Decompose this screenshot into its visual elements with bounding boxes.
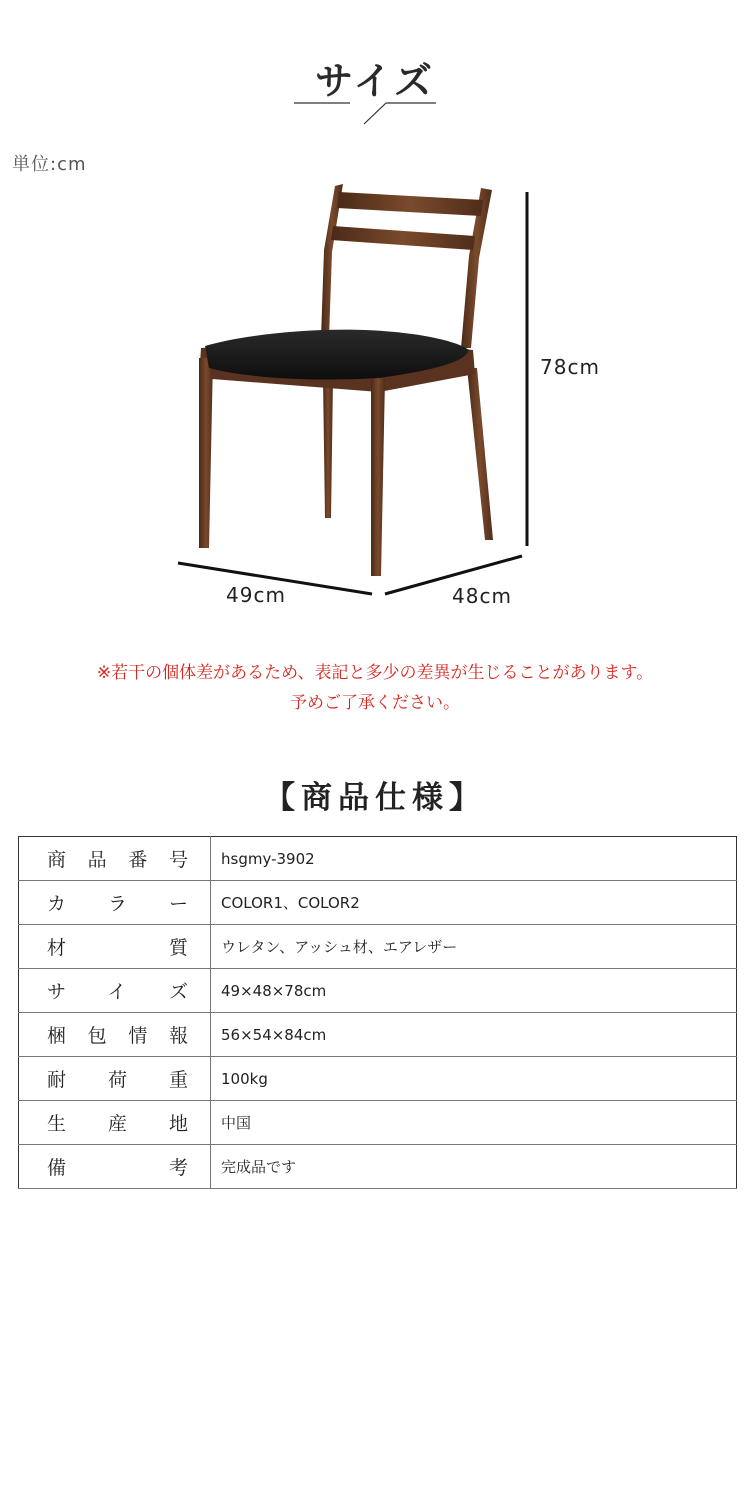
spec-value: 完成品です <box>211 1145 737 1189</box>
table-row <box>19 969 737 1013</box>
spec-value: hsgmy-3902 <box>211 837 737 881</box>
spec-value: COLOR1、COLOR2 <box>211 881 737 925</box>
spec-value: 56×54×84cm <box>211 1013 737 1057</box>
notice-line-1: ※若干の個体差があるため、表記と多少の差異が生じることがあります。 <box>96 663 654 683</box>
spec-label: 備考 <box>19 1145 211 1189</box>
depth-dimension: 48cm <box>452 584 512 608</box>
spec-table <box>18 836 737 1189</box>
spec-value: 中国 <box>211 1101 737 1145</box>
spec-label: 梱包情報 <box>19 1013 211 1057</box>
spec-label: 生産地 <box>19 1101 211 1145</box>
table-row <box>19 925 737 969</box>
spec-value: ウレタン、アッシュ材、エアレザー <box>211 925 737 969</box>
spec-value: 49×48×78cm <box>211 969 737 1013</box>
table-row <box>19 1013 737 1057</box>
table-row <box>19 1101 737 1145</box>
width-dimension: 49cm <box>226 583 286 607</box>
dimension-lines <box>0 0 750 640</box>
table-row <box>19 837 737 881</box>
spec-label: 商品番号 <box>19 837 211 881</box>
spec-label: 耐荷重 <box>19 1057 211 1101</box>
spec-value: 100kg <box>211 1057 737 1101</box>
spec-label: サイズ <box>19 969 211 1013</box>
table-row <box>19 881 737 925</box>
spec-label: 材質 <box>19 925 211 969</box>
unit-label: 単位:cm <box>12 154 87 175</box>
table-row <box>19 1057 737 1101</box>
height-dimension: 78cm <box>540 355 600 379</box>
spec-title: 【商品仕様】 <box>264 780 486 816</box>
page-title: サイズ <box>315 59 435 103</box>
notice-line-2: 予めご了承ください。 <box>290 693 460 713</box>
table-row <box>19 1145 737 1189</box>
spec-label: カラー <box>19 881 211 925</box>
